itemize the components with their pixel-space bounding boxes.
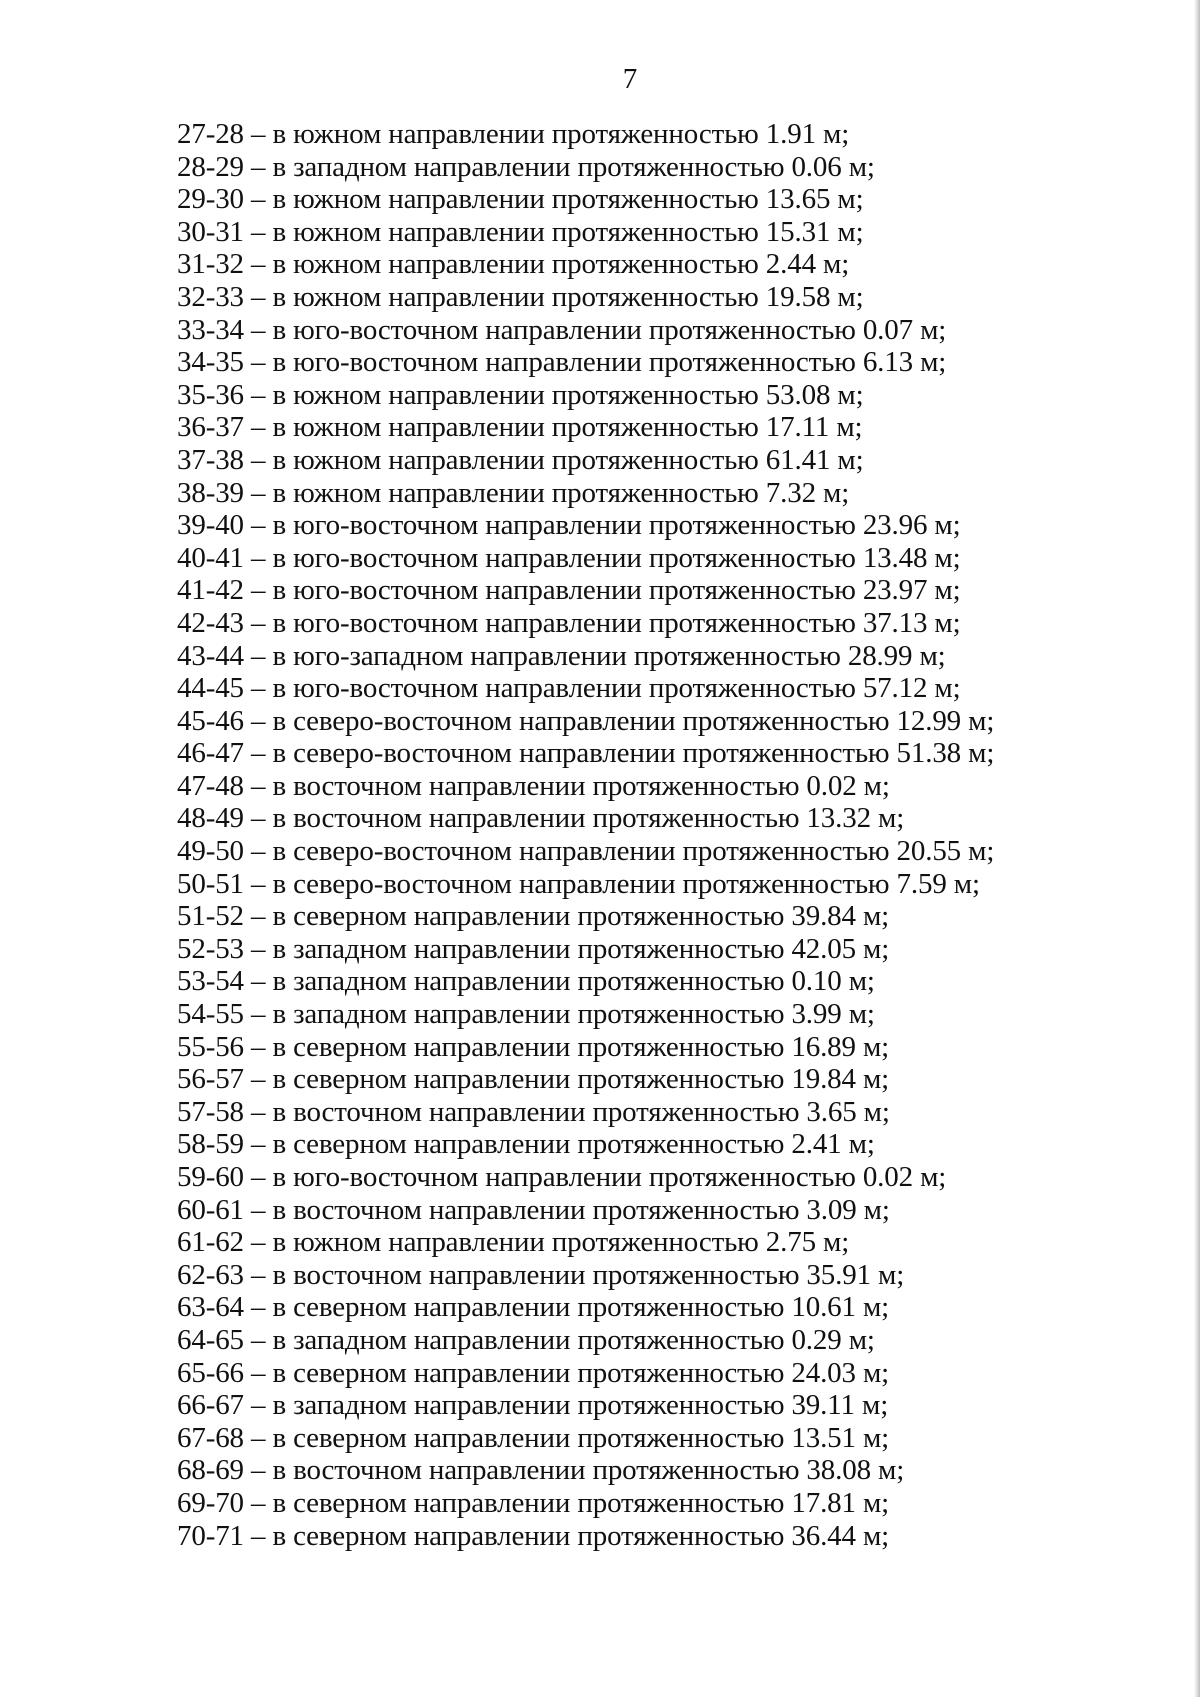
segment-line: 60-61 – в восточном направлении протяженностью 3.09 м; (177, 1193, 890, 1226)
segment-line: 31-32 – в южном направлении протяженностью 2.44 м; (177, 248, 850, 281)
segment-line: 53-54 – в западном направлении протяженностью 0.10 м; (177, 965, 875, 998)
scan-edge-shadow (1194, 0, 1200, 1697)
boundary-segment-list (177, 118, 994, 1552)
segment-line: 39-40 – в юго-восточном направлении протяженностью 23.96 м; (177, 509, 961, 542)
segment-line: 49-50 – в северо-восточном направлении протяженностью 20.55 м; (177, 835, 995, 868)
segment-line: 54-55 – в западном направлении протяженностью 3.99 м; (177, 998, 875, 1031)
segment-line: 69-70 – в северном направлении протяженностью 17.81 м; (177, 1486, 890, 1519)
segment-line: 58-59 – в северном направлении протяженностью 2.41 м; (177, 1128, 875, 1161)
segment-line: 27-28 – в южном направлении протяженностью 1.91 м; (177, 118, 850, 150)
segment-line: 70-71 – в северном направлении протяженностью 36.44 м; (177, 1519, 890, 1552)
segment-line: 46-47 – в северо-восточном направлении протяженностью 51.38 м; (177, 737, 995, 770)
segment-line: 32-33 – в южном направлении протяженностью 19.58 м; (177, 280, 864, 313)
segment-line: 36-37 – в южном направлении протяженностью 17.11 м; (177, 411, 863, 444)
segment-line: 64-65 – в западном направлении протяженностью 0.29 м; (177, 1323, 875, 1356)
segment-line: 38-39 – в южном направлении протяженностью 7.32 м; (177, 476, 850, 509)
segment-line: 62-63 – в восточном направлении протяженностью 35.91 м; (177, 1258, 905, 1291)
segment-line: 52-53 – в западном направлении протяженностью 42.05 м; (177, 932, 890, 965)
segment-line: 66-67 – в западном направлении протяженностью 39.11 м; (177, 1389, 889, 1422)
segment-line: 42-43 – в юго-восточном направлении протяженностью 37.13 м; (177, 606, 961, 639)
segment-line: 34-35 – в юго-восточном направлении протяженностью 6.13 м; (177, 346, 947, 379)
segment-line: 63-64 – в северном направлении протяженностью 10.61 м; (177, 1291, 890, 1324)
segment-line: 35-36 – в южном направлении протяженностью 53.08 м; (177, 378, 864, 411)
segment-line: 33-34 – в юго-восточном направлении протяженностью 0.07 м; (177, 313, 947, 346)
segment-line: 67-68 – в северном направлении протяженностью 13.51 м; (177, 1421, 890, 1454)
segment-line: 30-31 – в южном направлении протяженностью 15.31 м; (177, 215, 864, 248)
segment-line: 48-49 – в восточном направлении протяженностью 13.32 м; (177, 802, 905, 835)
segment-line: 59-60 – в юго-восточном направлении протяженностью 0.02 м; (177, 1161, 947, 1193)
segment-line: 41-42 – в юго-восточном направлении протяженностью 23.97 м; (177, 574, 961, 607)
segment-line: 45-46 – в северо-восточном направлении протяженностью 12.99 м; (177, 704, 995, 737)
segment-line: 56-57 – в северном направлении протяженностью 19.84 м; (177, 1063, 890, 1096)
segment-line: 43-44 – в юго-западном направлении протяженностью 28.99 м; (177, 639, 946, 672)
segment-line: 51-52 – в северном направлении протяженностью 39.84 м; (177, 900, 890, 933)
segment-line: 65-66 – в северном направлении протяженностью 24.03 м; (177, 1356, 890, 1389)
segment-line: 50-51 – в северо-восточном направлении протяженностью 7.59 м; (177, 867, 980, 900)
segment-line: 28-29 – в западном направлении протяженностью 0.06 м; (177, 150, 875, 183)
segment-line: 37-38 – в южном направлении протяженностью 61.41 м; (177, 443, 864, 476)
segment-line: 57-58 – в восточном направлении протяженностью 3.65 м; (177, 1095, 890, 1128)
segment-line: 47-48 – в восточном направлении протяженностью 0.02 м; (177, 769, 890, 802)
segment-line: 29-30 – в южном направлении протяженностью 13.65 м; (177, 183, 864, 216)
segment-line: 61-62 – в южном направлении протяженностью 2.75 м; (177, 1226, 850, 1259)
segment-line: 55-56 – в северном направлении протяженностью 16.89 м; (177, 1030, 890, 1063)
page-number: 7 (622, 63, 638, 95)
segment-line: 40-41 – в юго-восточном направлении протяженностью 13.48 м; (177, 541, 961, 574)
segment-line: 68-69 – в восточном направлении протяженностью 38.08 м; (177, 1454, 905, 1487)
segment-line: 44-45 – в юго-восточном направлении протяженностью 57.12 м; (177, 672, 961, 705)
